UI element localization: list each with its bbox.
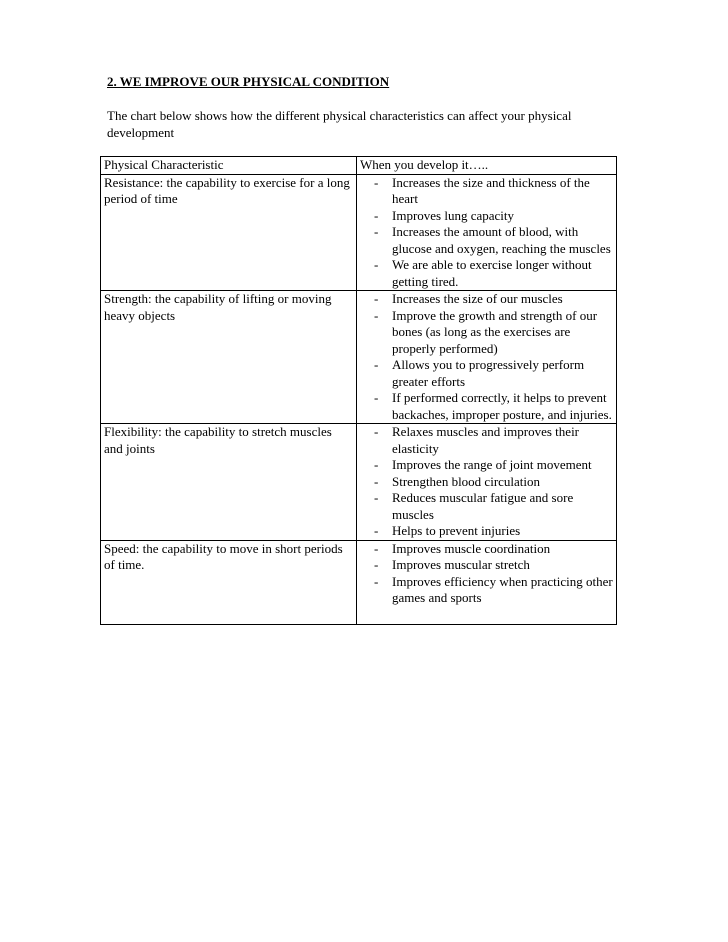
effects-list bbox=[360, 175, 613, 291]
effect-text: Improve the growth and strength of our bones (as long as the exercises are properly performed) bbox=[392, 307, 598, 356]
characteristic-cell: Strength: the capability of lifting or moving heavy objects bbox=[101, 291, 357, 424]
effect-text: Helps to prevent injuries bbox=[392, 523, 521, 538]
table-row bbox=[101, 291, 617, 424]
effect-text: Increases the size of our muscles bbox=[392, 291, 563, 306]
bullet-dash: - bbox=[374, 390, 379, 405]
bullet-dash: - bbox=[374, 473, 379, 489]
effects-cell bbox=[357, 424, 617, 541]
bullet-dash: - bbox=[374, 307, 379, 323]
effect-text: Improves lung capacity bbox=[392, 207, 515, 223]
list-item bbox=[360, 357, 613, 390]
bullet-dash: - bbox=[374, 523, 379, 538]
effects-cell bbox=[357, 291, 617, 424]
bullet-dash: - bbox=[374, 573, 379, 589]
characteristic-cell: Flexibility: the capability to stretch muscles and joints bbox=[101, 424, 357, 541]
list-item bbox=[360, 291, 613, 308]
list-item bbox=[360, 523, 613, 540]
effect-text: Increases the size and thickness of the heart bbox=[392, 174, 590, 206]
effect-text: We are able to exercise longer without getting tired. bbox=[392, 257, 592, 289]
effects-cell bbox=[357, 174, 617, 291]
effect-text: Strengthen blood circulation bbox=[392, 473, 541, 489]
bullet-dash: - bbox=[374, 424, 379, 439]
header-when-you-develop-it: When you develop it….. bbox=[357, 157, 617, 175]
bullet-dash: - bbox=[374, 257, 379, 272]
effects-list bbox=[360, 291, 613, 423]
effects-list bbox=[360, 424, 613, 540]
effect-text: Improves efficiency when practicing other games and sports bbox=[392, 573, 613, 605]
bullet-dash: - bbox=[374, 357, 379, 372]
bullet-dash: - bbox=[374, 540, 379, 556]
bullet-dash: - bbox=[374, 490, 379, 505]
list-item bbox=[360, 390, 613, 423]
table-row bbox=[101, 424, 617, 541]
list-item bbox=[360, 490, 613, 523]
list-item bbox=[360, 574, 613, 607]
list-item bbox=[360, 424, 613, 457]
list-item bbox=[360, 457, 613, 474]
list-item bbox=[360, 474, 613, 491]
bullet-dash: - bbox=[374, 207, 379, 223]
list-item bbox=[360, 224, 613, 257]
list-item bbox=[360, 308, 613, 358]
effect-text: Increases the amount of blood, with glucose and oxygen, reaching the muscles bbox=[392, 224, 611, 256]
characteristic-cell: Speed: the capability to move in short periods of time. bbox=[101, 540, 357, 624]
bullet-dash: - bbox=[374, 457, 379, 472]
list-item bbox=[360, 208, 613, 225]
effects-list bbox=[360, 541, 613, 607]
effect-text: Allows you to progressively perform greater efforts bbox=[392, 357, 585, 389]
list-item bbox=[360, 557, 613, 574]
bullet-dash: - bbox=[374, 174, 379, 190]
bullet-dash: - bbox=[374, 557, 379, 572]
effect-text: Reduces muscular fatigue and sore muscles bbox=[392, 490, 574, 522]
characteristic-cell: Resistance: the capability to exercise for a long period of time bbox=[101, 174, 357, 291]
intro-paragraph: The chart below shows how the different physical characteristics can affect your physical development bbox=[107, 108, 572, 140]
effect-text: If performed correctly, it helps to prevent backaches, improper posture, and injuries. bbox=[392, 390, 612, 422]
header-physical-characteristic: Physical Characteristic bbox=[101, 157, 357, 175]
section-heading: 2. WE IMPROVE OUR PHYSICAL CONDITION bbox=[107, 74, 390, 89]
effect-text: Relaxes muscles and improves their elasticity bbox=[392, 424, 580, 456]
table-row bbox=[101, 174, 617, 291]
table-row bbox=[101, 540, 617, 624]
table-header-row bbox=[101, 157, 617, 175]
effect-text: Improves muscular stretch bbox=[392, 557, 530, 572]
cell-spacer bbox=[360, 607, 613, 624]
bullet-dash: - bbox=[374, 291, 379, 306]
list-item bbox=[360, 175, 613, 208]
effect-text: Improves muscle coordination bbox=[392, 540, 551, 556]
effects-cell bbox=[357, 540, 617, 624]
effect-text: Improves the range of joint movement bbox=[392, 457, 592, 472]
list-item bbox=[360, 541, 613, 558]
bullet-dash: - bbox=[374, 224, 379, 239]
physical-characteristics-table bbox=[100, 156, 617, 625]
list-item bbox=[360, 257, 613, 290]
